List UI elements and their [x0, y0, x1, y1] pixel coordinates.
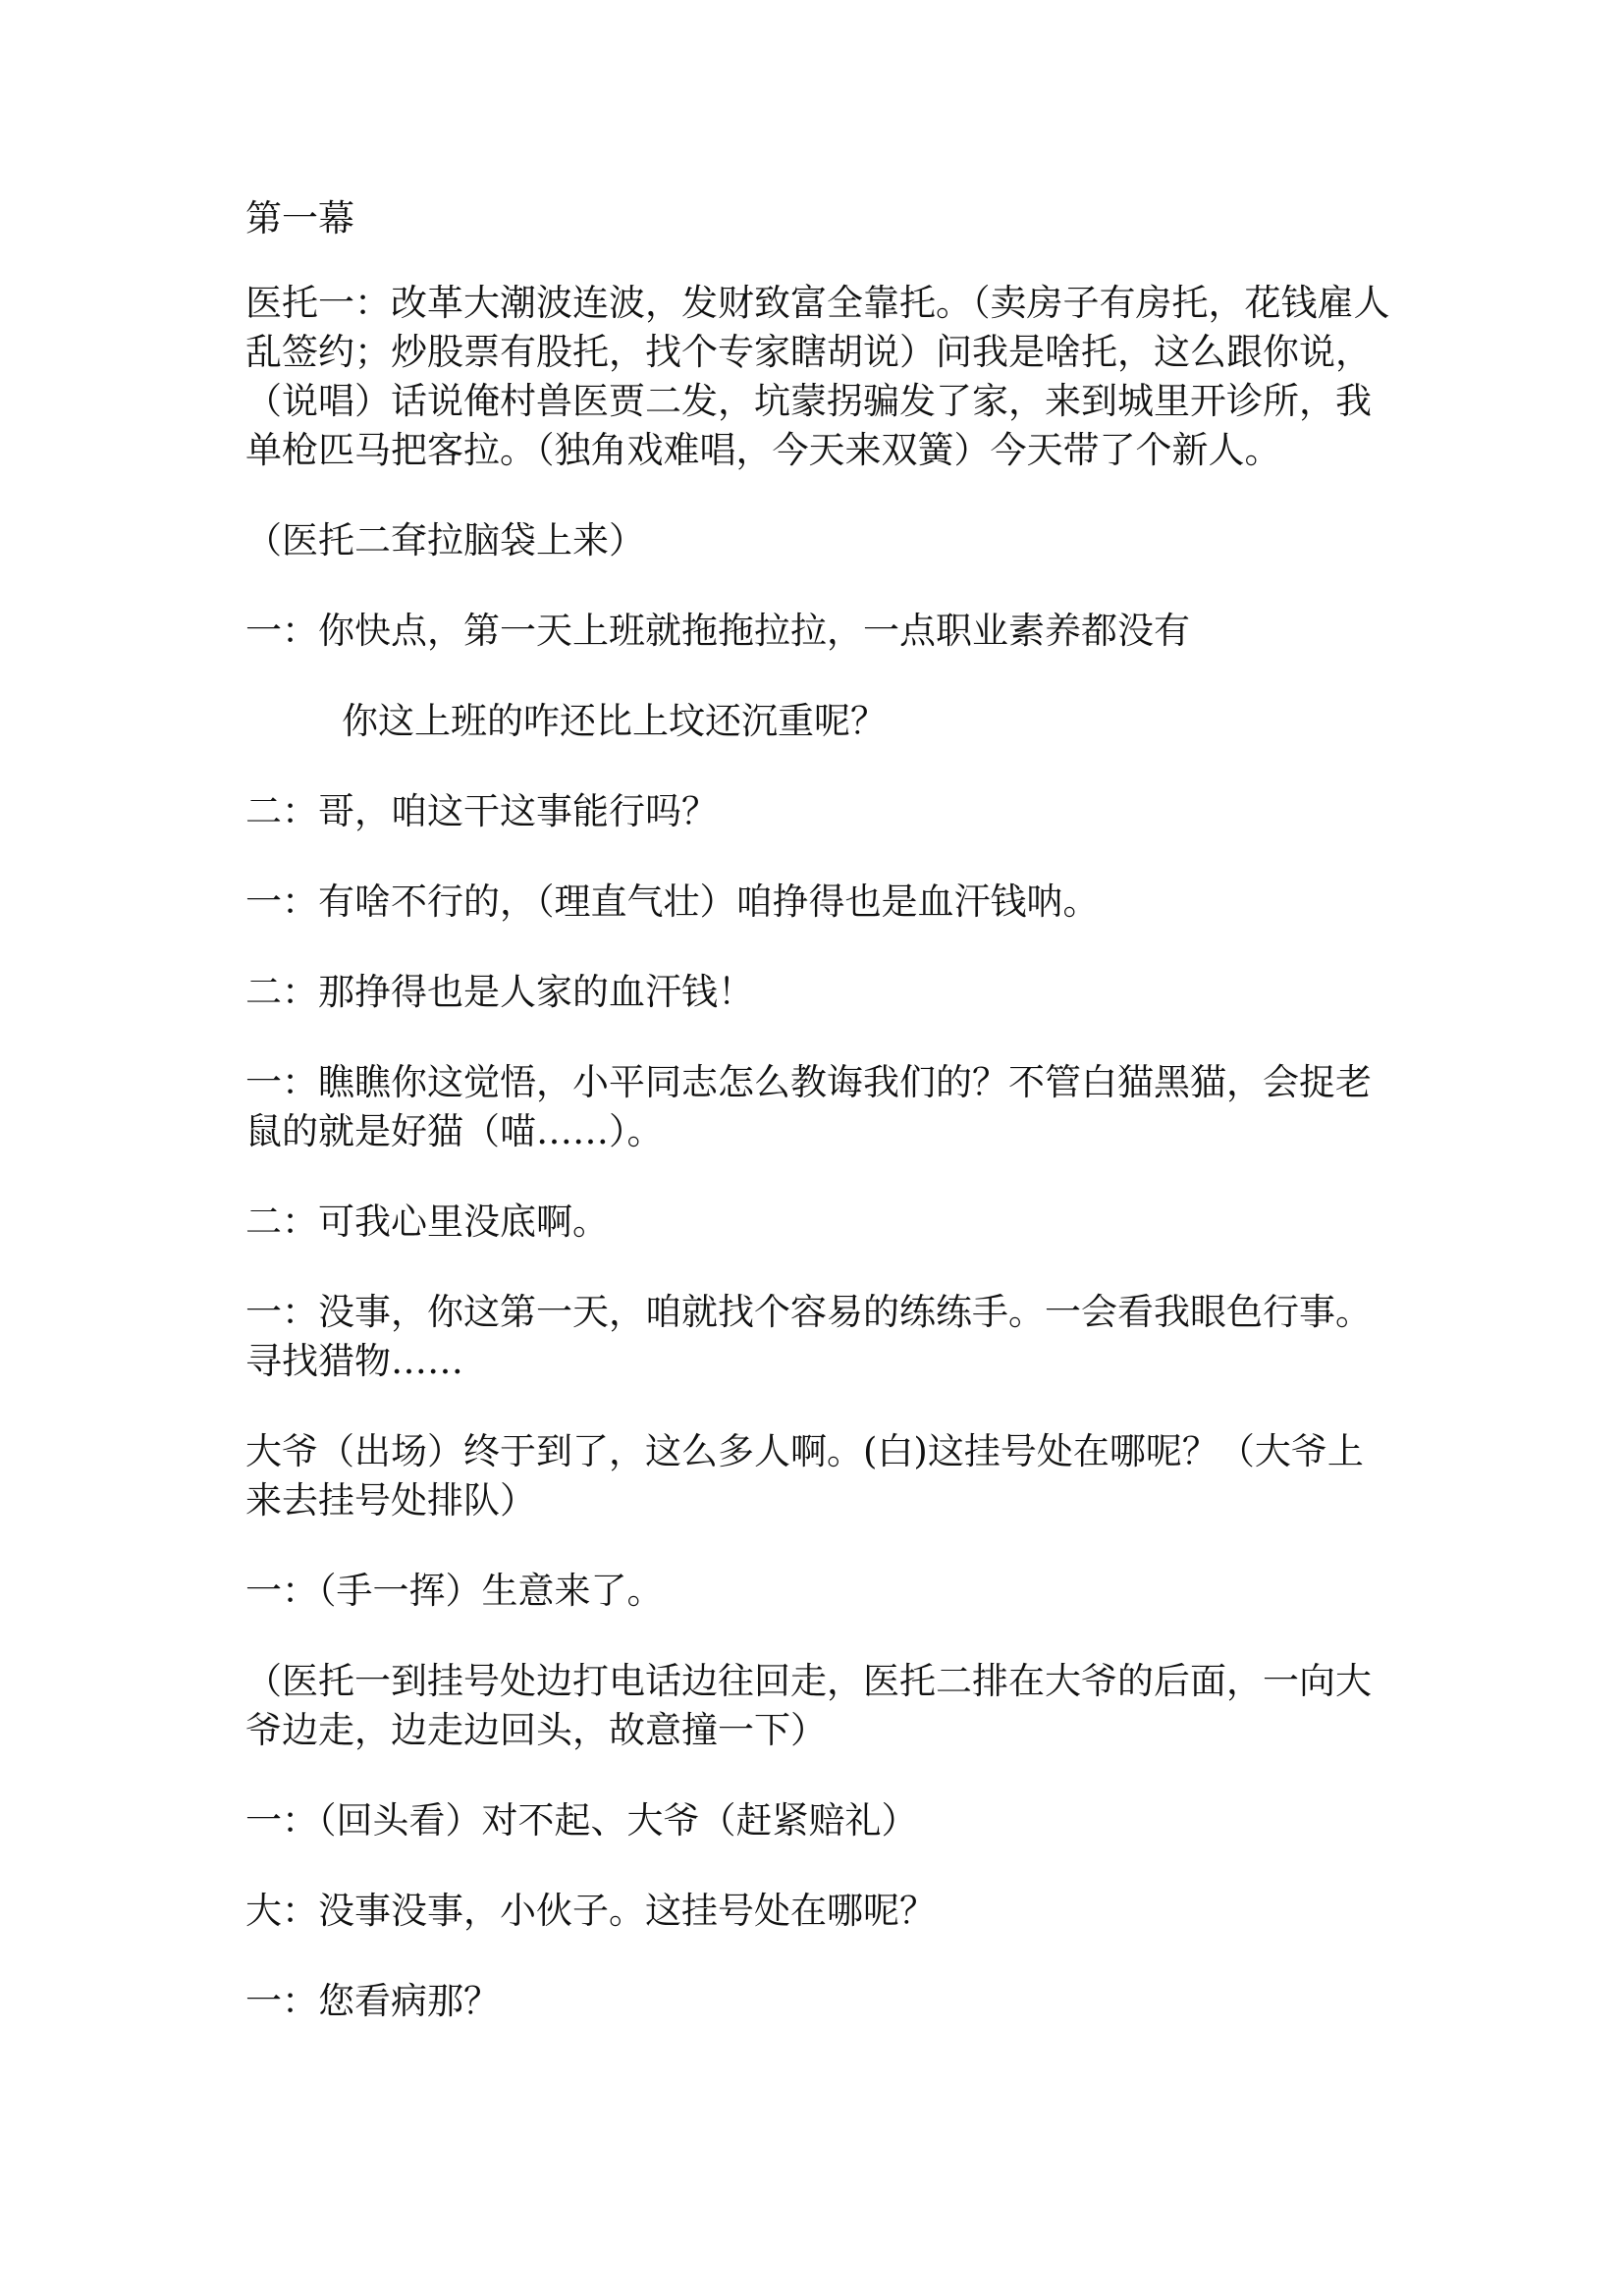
dialogue-line: 一：您看病那？ [245, 1980, 500, 2022]
dialogue-line: 大爷（出场）终于到了，这么多人啊。(白)这挂号处在哪呢？（大爷上来去挂号处排队） [245, 1430, 1364, 1522]
stage-direction: （医托二耷拉脑袋上来） [245, 519, 645, 561]
dialogue-line: 一：瞧瞧你这觉悟，小平同志怎么教诲我们的？不管白猫黑猫，会捉老鼠的就是好猫（喵……）。 [245, 1061, 1372, 1152]
script-text [245, 194, 1394, 2067]
dialogue-line: 二：可我心里没底啊。 [245, 1201, 609, 1243]
dialogue-line-continued: 你这上班的咋还比上坟还沉重呢？ [342, 700, 887, 742]
dialogue-line: 一：（回头看）对不起、大爷（赶紧赔礼） [245, 1799, 918, 1842]
dialogue-line: 一：有啥不行的，（理直气壮）咱挣得也是血汗钱呐。 [245, 881, 1100, 923]
dialogue-line: 二：哥，咱这干这事能行吗？ [245, 790, 718, 832]
dialogue-line: 大：没事没事，小伙子。这挂号处在哪呢？ [245, 1890, 936, 1932]
dialogue-line: 一：没事，你这第一天，咱就找个容易的练练手。一会看我眼色行事。寻找猎物…… [245, 1291, 1372, 1382]
paragraph: 医托一：改革大潮波连波，发财致富全靠托。（卖房子有房托，花钱雇人乱签约；炒股票有股托，找个专家瞎胡说）问我是啥托，这么跟你说，（说唱）话说俺村兽医贾二发，坑蒙拐骗发了家，来到城里开诊所，我单枪匹马把客拉。（独角戏难唱，今天来双簧）今天带了个新人。 [245, 282, 1390, 471]
dialogue-line: 二：那挣得也是人家的血汗钱！ [245, 971, 754, 1013]
scene-title: 第一幕 [245, 197, 354, 240]
dialogue-line: 一：你快点，第一天上班就拖拖拉拉，一点职业素养都没有 [245, 610, 1190, 652]
stage-direction: （医托一到挂号处边打电话边往回走，医托二排在大爷的后面，一向大爷边走，边走边回头，故意撞一下） [245, 1660, 1372, 1751]
dialogue-line: 一：（手一挥）生意来了。 [245, 1570, 664, 1612]
